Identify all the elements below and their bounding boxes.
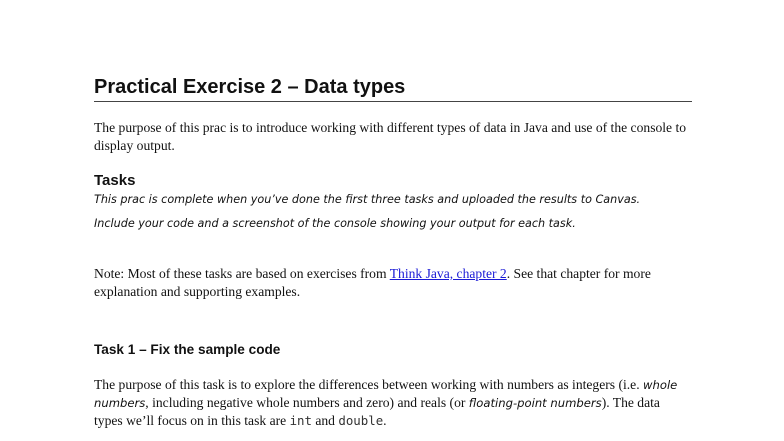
task1-text-5: . [383,413,387,428]
tasks-note-include: Include your code and a screenshot of the console showing your output for each task. [94,217,576,230]
task1-text-1: The purpose of this task is to explore the differences between working with numbers as integers (i.e. [94,377,644,392]
note-prefix: Note: Most of these tasks are based on exercises from [94,266,390,281]
think-java-chapter-link[interactable]: Think Java, chapter 2 [389,266,507,281]
task1-text-3: ). The data types we’ll focus on in this task are [94,395,660,428]
page-title: Practical Exercise 2 – Data types [94,74,692,102]
intro-paragraph: The purpose of this prac is to introduce working with different types of data in Java and use of the console to display output. [94,120,687,153]
tasks-note-completion: This prac is complete when you’ve done the first three tasks and uploaded the results to Canvas. [94,193,641,206]
tasks-heading: Tasks [94,172,136,189]
task1-paragraph [94,376,692,430]
task1-emphasis-whole-numbers: whole numbers [94,378,678,410]
code-double: double [338,413,384,428]
task1-text-4: and [311,413,339,428]
task1-heading: Task 1 – Fix the sample code [94,342,281,357]
code-int: int [289,413,312,428]
task1-emphasis-floating-point: floating-point numbers [468,396,602,410]
note-suffix: . See that chapter for more explanation and supporting examples. [94,266,651,299]
task1-text-2: , including negative whole numbers and zero) and reals (or [145,395,469,410]
note-paragraph [94,265,692,301]
